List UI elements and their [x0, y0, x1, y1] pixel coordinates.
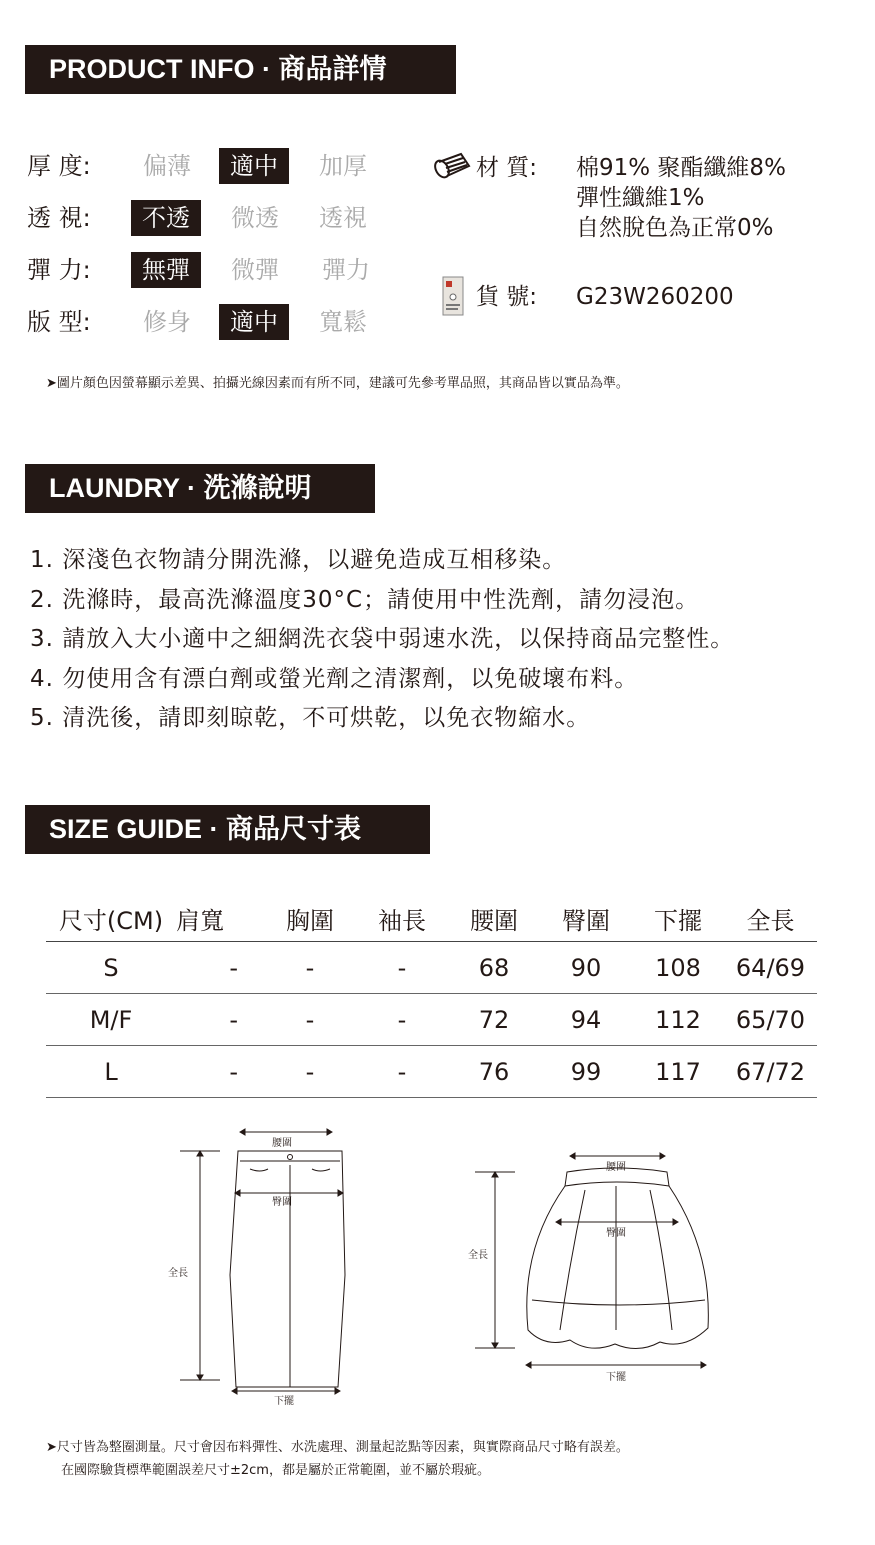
- cell: -: [176, 994, 264, 1046]
- cell: 68: [448, 942, 540, 994]
- material-line-3: 自然脫色為正常0%: [576, 215, 774, 241]
- row-label: 透 視:: [27, 204, 91, 232]
- cell: -: [264, 1046, 356, 1098]
- option-thick: 加厚: [319, 152, 367, 180]
- hip-label: 臀圍: [272, 1197, 292, 1208]
- option-no-stretch-selected: 無彈: [131, 252, 201, 288]
- material-line-2: 彈性纖維1%: [576, 185, 705, 211]
- option-sheer: 透視: [319, 204, 367, 232]
- cell: 94: [540, 994, 632, 1046]
- laundry-item: 3. 請放入大小適中之細網洗衣袋中弱速水洗，以保持商品完整性。: [30, 626, 735, 652]
- cell: -: [176, 942, 264, 994]
- cell: 65/70: [724, 994, 817, 1046]
- cell: 99: [540, 1046, 632, 1098]
- sku-value: G23W260200: [576, 284, 734, 310]
- length-label: 全長: [168, 1268, 188, 1279]
- color-disclaimer: ➤圖片顏色因螢幕顯示差異、拍攝光線因素而有所不同，建議可先參考單品照，其商品皆以實品為準。: [46, 376, 629, 391]
- fabric-roll-icon: [433, 152, 473, 184]
- option-slight-stretch: 微彈: [231, 256, 279, 284]
- sheerness-row: [27, 198, 387, 238]
- product-info-header: PRODUCT INFO · 商品詳情: [25, 45, 456, 94]
- waist-label: 腰圍: [272, 1138, 292, 1149]
- col-hem: 下擺: [632, 895, 724, 942]
- size-guide-header: SIZE GUIDE · 商品尺寸表: [25, 805, 430, 854]
- col-size: 尺寸(CM): [46, 895, 176, 942]
- col-waist: 腰圍: [448, 895, 540, 942]
- cell: S: [46, 942, 176, 994]
- cell: -: [264, 942, 356, 994]
- cell: 108: [632, 942, 724, 994]
- table-row: [46, 942, 817, 994]
- laundry-item: 4. 勿使用含有漂白劑或螢光劑之清潔劑，以免破壞布料。: [30, 665, 639, 692]
- option-loose: 寬鬆: [319, 308, 367, 336]
- cell: L: [46, 1046, 176, 1098]
- material-label: 材 質:: [476, 155, 538, 181]
- hem-label: 下擺: [274, 1396, 294, 1407]
- col-shoulder: 肩寬: [176, 895, 264, 942]
- cell: 72: [448, 994, 540, 1046]
- cell: 67/72: [724, 1046, 817, 1098]
- row-label: 彈 力:: [27, 256, 91, 284]
- laundry-item: 2. 洗滌時，最高洗滌溫度30°C；請使用中性洗劑，請勿浸泡。: [30, 586, 700, 613]
- cell: -: [356, 1046, 448, 1098]
- waist-label: 腰圍: [606, 1162, 626, 1173]
- cell: 64/69: [724, 942, 817, 994]
- cell: M/F: [46, 994, 176, 1046]
- cell: -: [356, 994, 448, 1046]
- col-sleeve: 袖長: [356, 895, 448, 942]
- cell: -: [356, 942, 448, 994]
- option-stretch: 彈力: [322, 256, 370, 284]
- option-slightly-sheer: 微透: [231, 204, 279, 232]
- thickness-row: [27, 146, 387, 186]
- size-table: [46, 895, 817, 1098]
- size-table-header-row: [46, 895, 817, 942]
- material-line-1: 棉91% 聚酯纖維8%: [576, 155, 786, 181]
- cell: 117: [632, 1046, 724, 1098]
- laundry-header: LAUNDRY · 洗滌說明: [25, 464, 375, 513]
- option-medium-selected: 適中: [219, 148, 289, 184]
- row-label: 版 型:: [27, 308, 91, 336]
- size-note-2: 在國際驗貨標準範圍誤差尺寸±2cm，都是屬於正常範圍，並不屬於瑕疵。: [61, 1463, 490, 1478]
- laundry-item: 5. 清洗後，請即刻晾乾，不可烘乾，以免衣物縮水。: [30, 705, 591, 731]
- sku-label: 貨 號:: [476, 284, 538, 310]
- laundry-item: 1. 深淺色衣物請分開洗滌，以避免造成互相移染。: [30, 547, 567, 573]
- table-row: [46, 1046, 817, 1098]
- hem-label: 下擺: [606, 1372, 626, 1383]
- cell: 76: [448, 1046, 540, 1098]
- cell: 112: [632, 994, 724, 1046]
- cell: -: [176, 1046, 264, 1098]
- a-line-skirt-diagram: [460, 1150, 720, 1390]
- cell: -: [264, 994, 356, 1046]
- option-opaque-selected: 不透: [131, 200, 201, 236]
- laundry-list: [30, 541, 734, 739]
- col-hip: 臀圍: [540, 895, 632, 942]
- cell: 90: [540, 942, 632, 994]
- hip-label: 臀圍: [606, 1228, 626, 1239]
- size-note-1: ➤尺寸皆為整圈測量。尺寸會因布料彈性、水洗處理、測量起訖點等因素，與實際商品尺寸略有誤差。: [46, 1440, 629, 1455]
- stretch-row: [27, 250, 387, 290]
- option-thin: 偏薄: [143, 152, 191, 180]
- fit-row: [27, 302, 387, 342]
- straight-skirt-diagram: [160, 1125, 370, 1410]
- col-length: 全長: [724, 895, 817, 942]
- option-regular-selected: 適中: [219, 304, 289, 340]
- col-chest: 胸圍: [264, 895, 356, 942]
- table-row: [46, 994, 817, 1046]
- option-slim: 修身: [143, 308, 191, 336]
- price-tag-icon: [440, 275, 466, 319]
- length-label: 全長: [468, 1250, 488, 1261]
- row-label: 厚 度:: [27, 152, 91, 180]
